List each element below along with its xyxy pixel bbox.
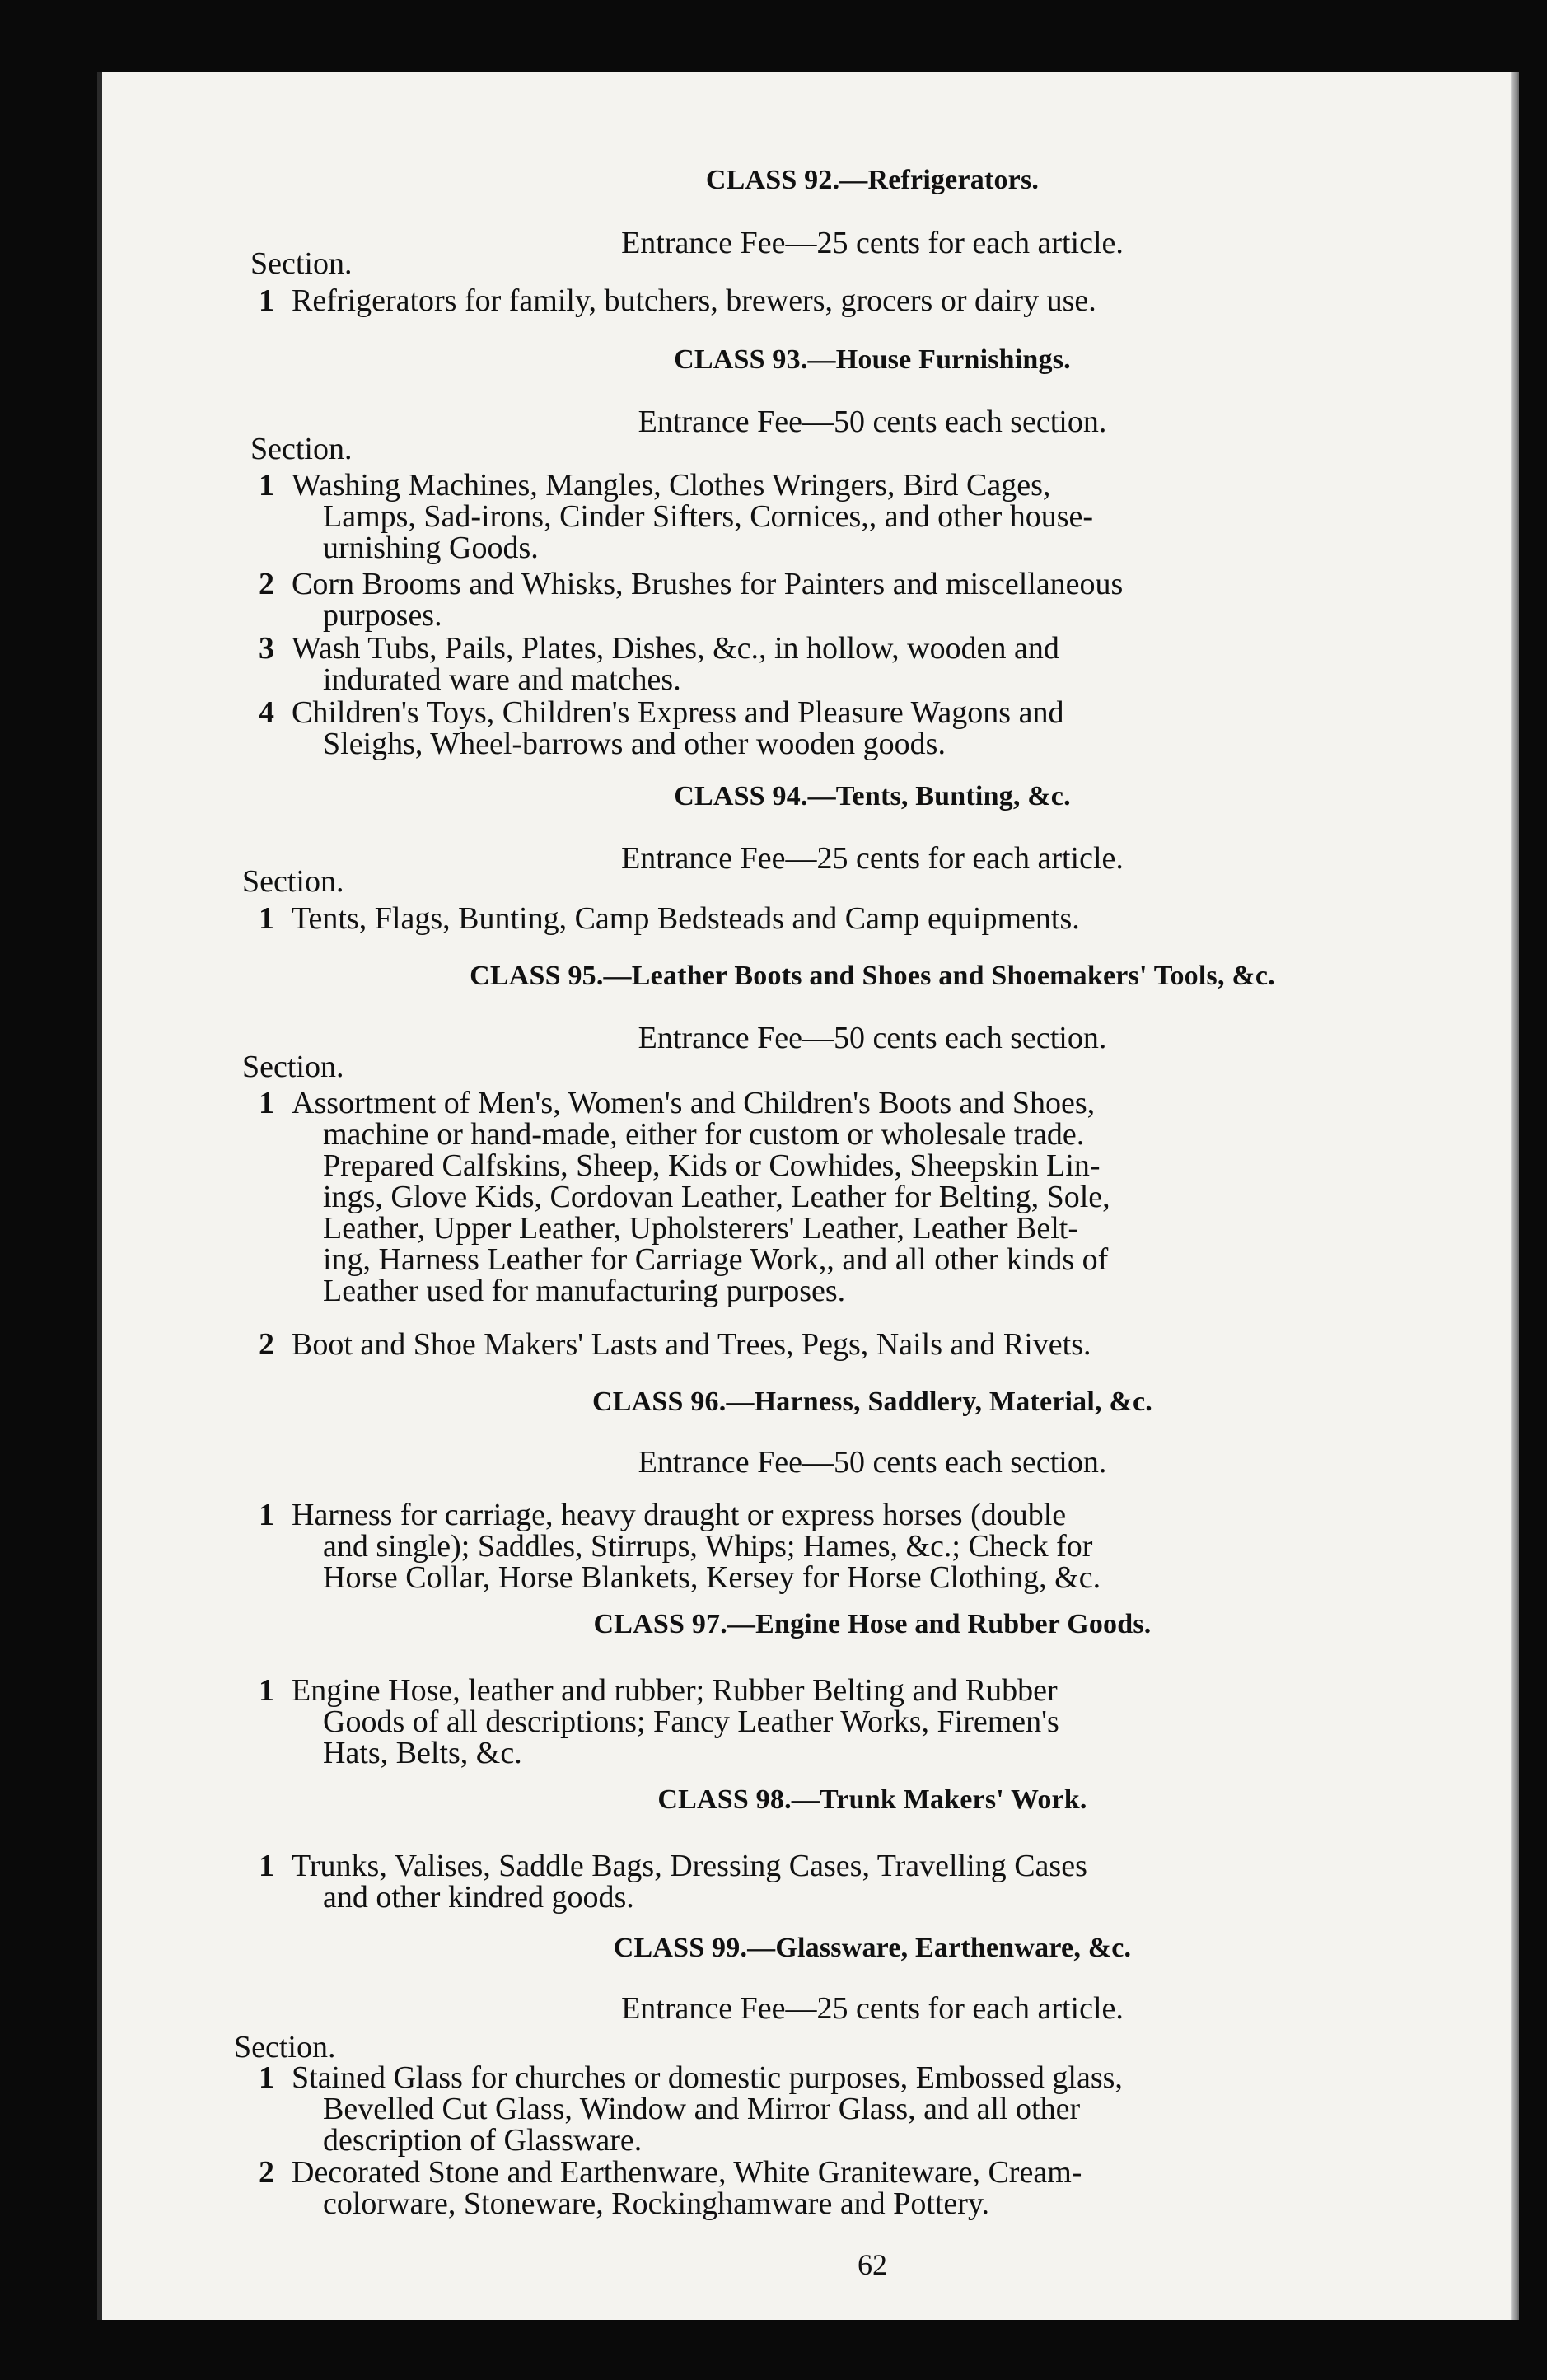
item-line: Harness for carriage, heavy draught or express horses (double [292, 1498, 1067, 1532]
item-line: Horse Collar, Horse Blankets, Kersey for Horse Clothing, &c. [323, 1560, 1101, 1595]
class-99-title: CLASS 99.—Glassware, Earthenware, &c. [613, 1933, 1132, 1963]
list-item [259, 2157, 1478, 2219]
item-line: indurated ware and matches. [323, 662, 681, 697]
class-99-fee: Entrance Fee—25 cents for each article. [621, 1991, 1124, 2026]
class-98-title: CLASS 98.—Trunk Makers' Work. [657, 1784, 1087, 1815]
class-94-fee: Entrance Fee—25 cents for each article. [621, 841, 1124, 876]
item-line: Children's Toys, Children's Express and Pleasure Wagons and [292, 695, 1064, 730]
list-item [259, 568, 1478, 631]
item-line: Goods of all descriptions; Fancy Leather Works, Firemen's [323, 1704, 1059, 1739]
item-number: 1 [259, 1849, 274, 1883]
item-line: Wash Tubs, Pails, Plates, Dishes, &c., in hollow, wooden and [292, 631, 1059, 666]
item-line: Assortment of Men's, Women's and Children's Boots and Shoes, [292, 1086, 1096, 1120]
item-number: 1 [259, 1086, 274, 1120]
list-item [259, 1850, 1478, 1913]
item-number: 1 [259, 1673, 274, 1708]
section-label: Section. [250, 246, 353, 281]
section-label: Section. [242, 1050, 344, 1084]
item-number: 2 [259, 1327, 274, 1362]
item-line: Leather, Upper Leather, Upholsterers' Leather, Leather Belt- [323, 1211, 1078, 1246]
item-line: Leather used for manufacturing purposes. [323, 1274, 846, 1308]
item-line: Boot and Shoe Makers' Lasts and Trees, Pegs, Nails and Rivets. [292, 1327, 1091, 1362]
item-number: 2 [259, 2155, 274, 2190]
item-number: 1 [259, 468, 274, 503]
section-label: Section. [242, 864, 344, 899]
list-item [259, 470, 1478, 563]
item-line: and single); Saddles, Stirrups, Whips; Hames, &c.; Check for [323, 1529, 1093, 1564]
list-item [259, 697, 1478, 760]
item-line: ing, Harness Leather for Carriage Work,, and all other kinds of [323, 1242, 1109, 1277]
section-label: Section. [234, 2030, 336, 2064]
item-line: urnishing Goods. [323, 531, 539, 565]
item-line: Hats, Belts, &c. [323, 1736, 522, 1770]
item-number: 2 [259, 567, 274, 601]
item-line: Washing Machines, Mangles, Clothes Wringers, Bird Cages, [292, 468, 1051, 503]
item-number: 4 [259, 695, 274, 730]
class-96-title: CLASS 96.—Harness, Saddlery, Material, &c. [592, 1386, 1152, 1417]
item-line: Refrigerators for family, butchers, brewers, grocers or dairy use. [292, 283, 1096, 318]
class-92-fee: Entrance Fee—25 cents for each article. [621, 226, 1124, 260]
list-item [259, 633, 1478, 695]
item-line: Decorated Stone and Earthenware, White Graniteware, Cream- [292, 2155, 1082, 2190]
class-97-title: CLASS 97.—Engine Hose and Rubber Goods. [593, 1609, 1152, 1639]
class-96-fee: Entrance Fee—50 cents each section. [638, 1445, 1107, 1480]
item-line: Trunks, Valises, Saddle Bags, Dressing Cases, Travelling Cases [292, 1849, 1087, 1883]
class-93-title: CLASS 93.—House Furnishings. [674, 344, 1071, 375]
list-item [259, 1087, 1478, 1307]
item-line: Sleighs, Wheel-barrows and other wooden goods. [323, 727, 946, 761]
list-item [259, 2062, 1478, 2156]
class-95-title: CLASS 95.—Leather Boots and Shoes and Shoemakers' Tools, &c. [470, 961, 1275, 991]
item-line: Tents, Flags, Bunting, Camp Bedsteads and Camp equipments. [292, 901, 1080, 936]
item-line: Prepared Calfskins, Sheep, Kids or Cowhides, Sheepskin Lin- [323, 1148, 1101, 1183]
item-line: description of Glassware. [323, 2123, 643, 2158]
class-92-title: CLASS 92.—Refrigerators. [705, 165, 1040, 195]
item-line: Bevelled Cut Glass, Window and Mirror Glass, and all other [323, 2092, 1081, 2126]
list-item [259, 903, 1478, 934]
class-93-fee: Entrance Fee—50 cents each section. [638, 404, 1107, 439]
item-number: 1 [259, 283, 274, 318]
item-number: 1 [259, 901, 274, 936]
item-line: colorware, Stoneware, Rockinghamware and Pottery. [323, 2186, 989, 2221]
list-item [259, 1675, 1478, 1769]
item-number: 1 [259, 1498, 274, 1532]
item-line: Corn Brooms and Whisks, Brushes for Painters and miscellaneous [292, 567, 1124, 601]
list-item [259, 285, 1478, 316]
list-item [259, 1329, 1478, 1360]
list-item [259, 1499, 1478, 1593]
item-line: ings, Glove Kids, Cordovan Leather, Leather for Belting, Sole, [323, 1180, 1110, 1214]
item-number: 1 [259, 2060, 274, 2095]
page-number: 62 [858, 2248, 887, 2281]
page-spine [1511, 72, 1519, 2320]
item-line: purposes. [323, 598, 442, 633]
item-line: Stained Glass for churches or domestic purposes, Embossed glass, [292, 2060, 1123, 2095]
document-page [97, 72, 1519, 2320]
class-94-title: CLASS 94.—Tents, Bunting, &c. [674, 781, 1071, 811]
item-number: 3 [259, 631, 274, 666]
item-line: Engine Hose, leather and rubber; Rubber Belting and Rubber [292, 1673, 1058, 1708]
item-line: machine or hand-made, either for custom or wholesale trade. [323, 1117, 1085, 1152]
item-line: and other kindred goods. [323, 1880, 634, 1915]
class-95-fee: Entrance Fee—50 cents each section. [638, 1021, 1107, 1055]
section-label: Section. [250, 432, 353, 466]
item-line: Lamps, Sad-irons, Cinder Sifters, Cornices,, and other house- [323, 499, 1094, 534]
